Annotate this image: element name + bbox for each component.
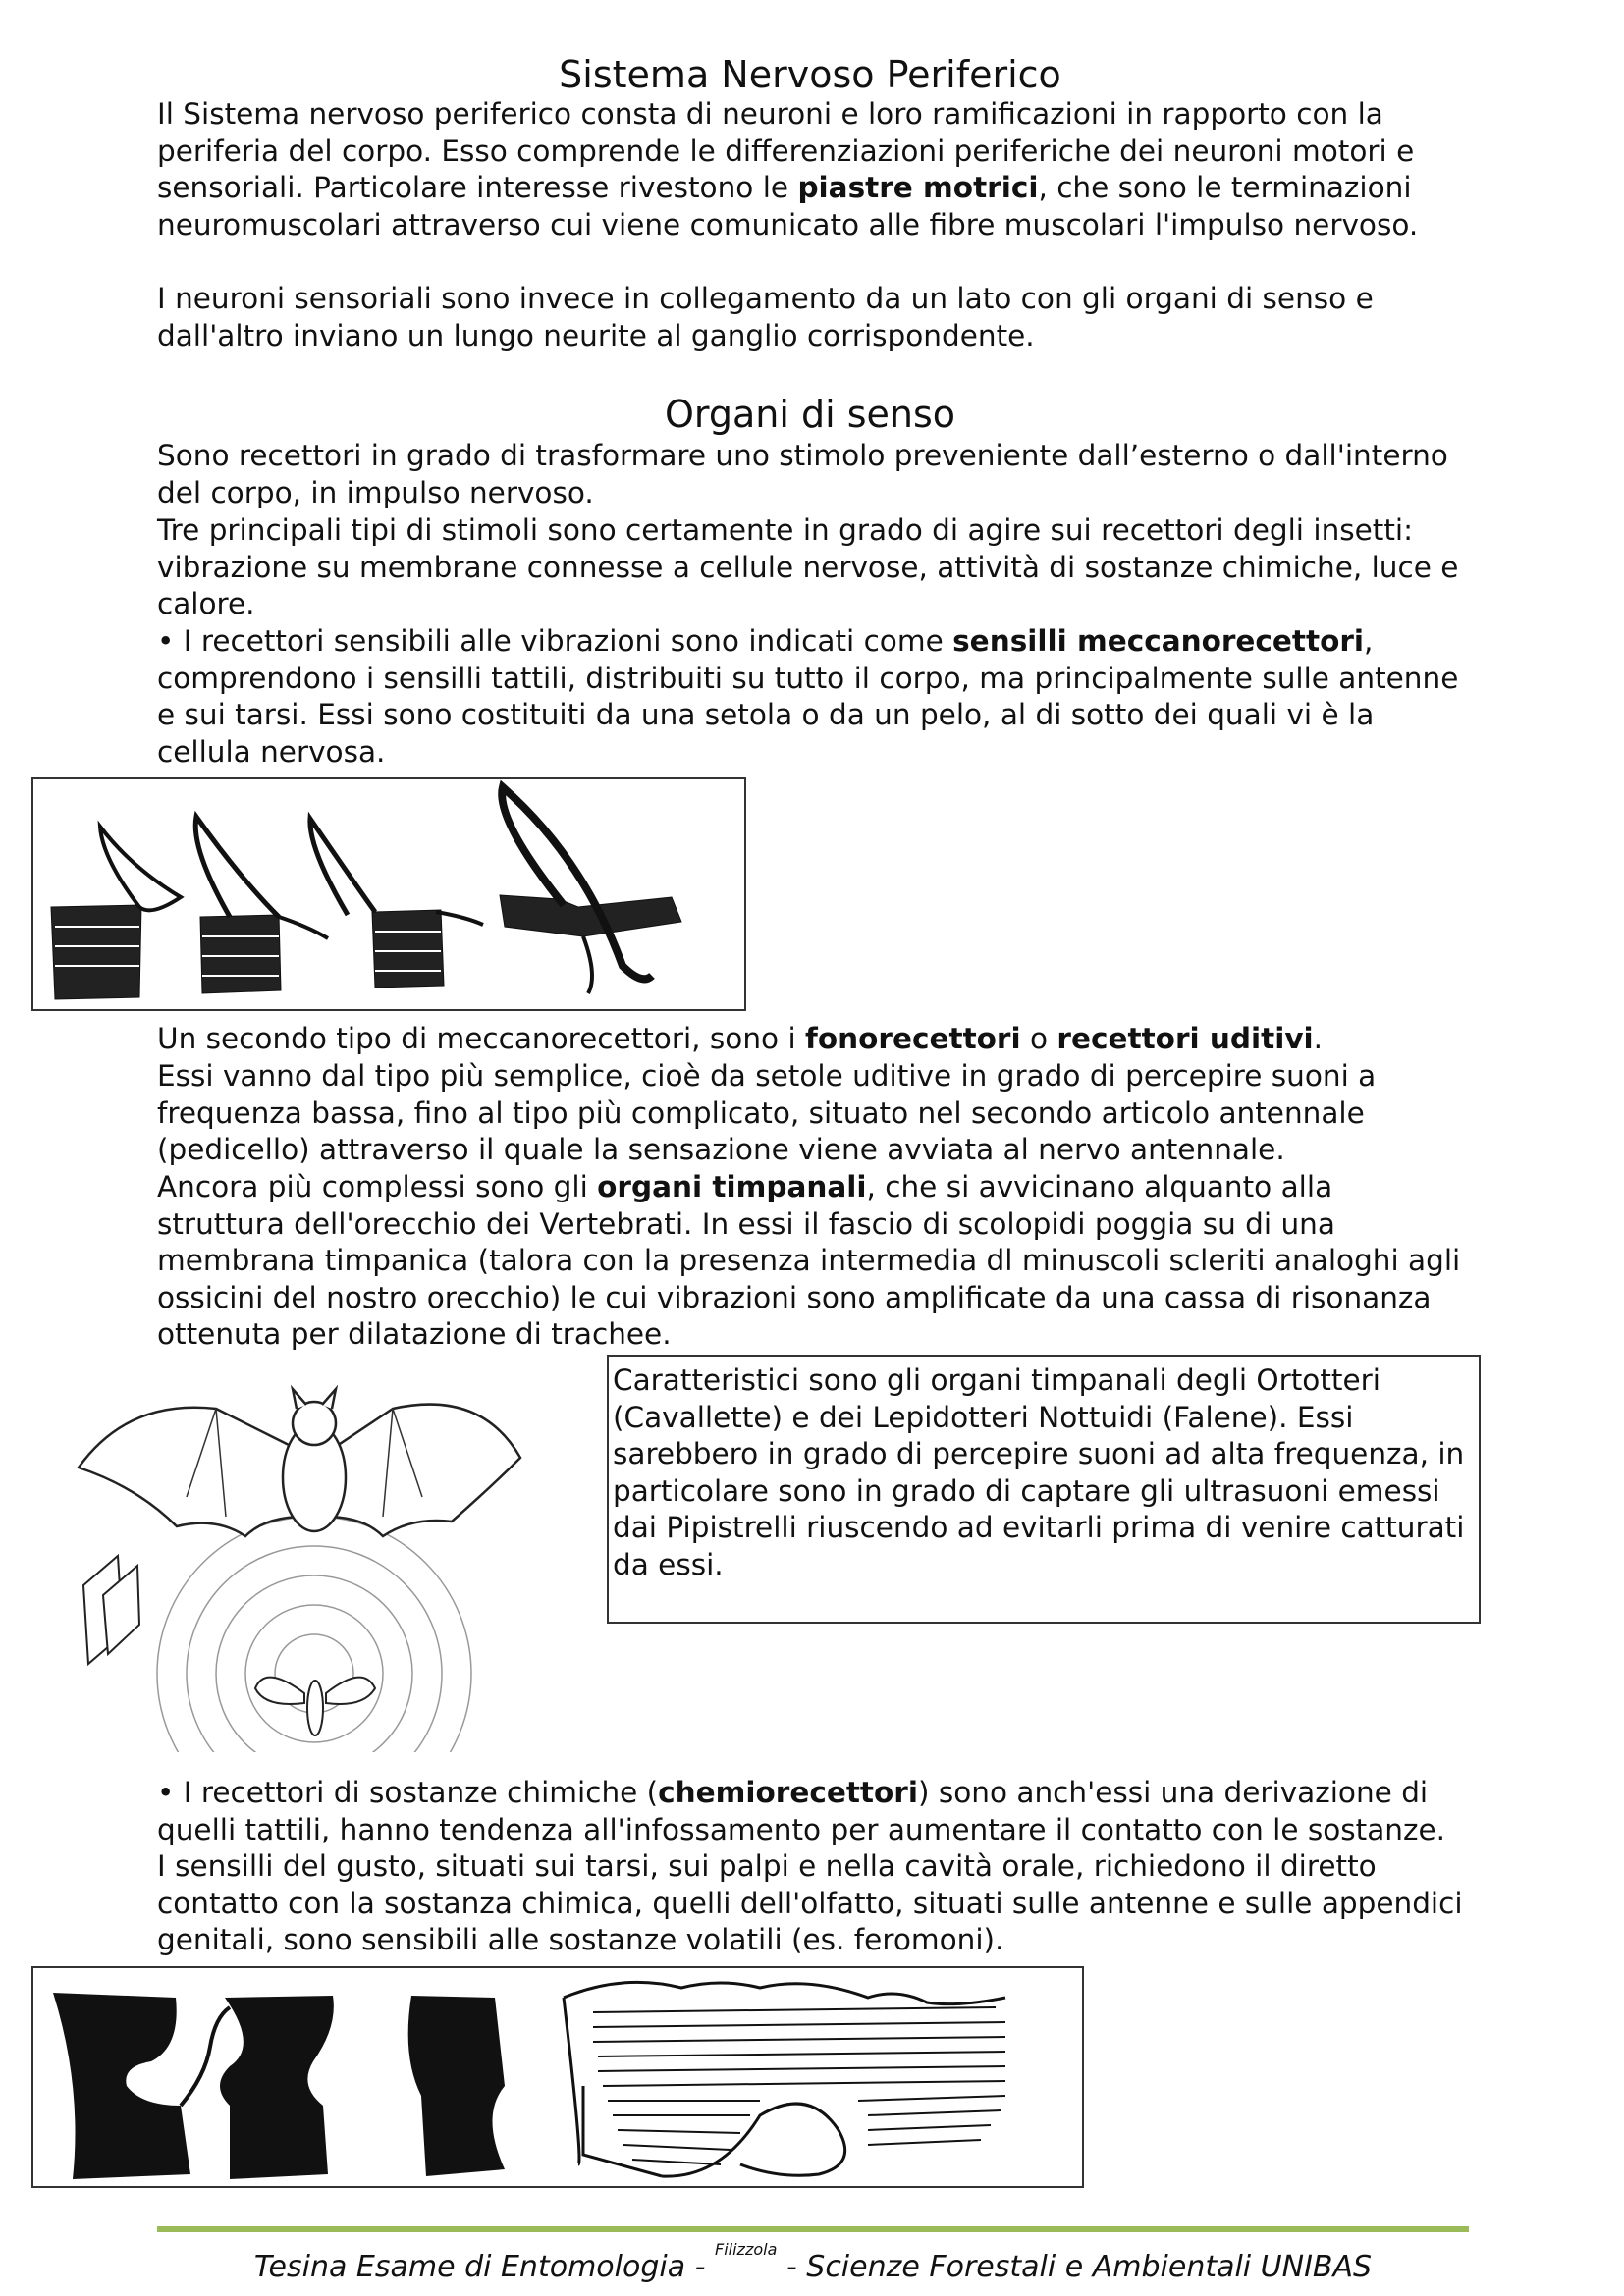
text-run: Il Sistema nervoso periferico consta di neuroni e loro ramificazioni in rapporto con la periferia del corpo. Esso comprende le differenziazioni periferiche dei neuroni motori e sensoriali. Particolare interesse rivestono le — [157, 97, 1415, 204]
figure-bat-moth — [69, 1369, 599, 1752]
paragraph-setole-uditive: Essi vanno dal tipo più semplice, cioè da setole uditive in grado di percepire suoni a frequenza bassa, fino al tipo più complicato, situato nel secondo articolo antennale (pedicello) attraverso il quale la sensazione viene avviata al nervo antennale. — [157, 1059, 1377, 1166]
paragraph-fonorecettori — [157, 1021, 1463, 1058]
paragraph-chemiorecettori — [157, 1775, 1463, 1959]
callout-text: Caratteristici sono gli organi timpanali degli Ortotteri (Cavallette) e dei Lepidotteri Nottuidi (Falene). Essi sarebbero in grado di percepire suoni ad alta frequenza, in particolare sono in grado di captare gli ultrasuoni emessi dai Pipistrelli riuscendo ad evitarli prima di venire catturati da essi. — [613, 1363, 1465, 1581]
text-run: ) sono anch'essi una derivazione di quelli tattili, hanno tendenza all'infossamento per aumentare il contatto con le sostanze. I sensilli del gusto, situati sui tarsi, sui palpi e nella cavità orale, richiedono il diretto contatto con la sostanza chimica, quelli dell'olfatto, situati sulle antenne e sulle appendici genitali, sono sensibili alle sostanze volatili (es. feromoni). — [157, 1776, 1463, 1956]
text-run: , comprendono i sensilli tattili, distribuiti su tutto il corpo, ma principalmente sulle antenne e sui tarsi. Essi sono costituiti da una setola o da un pelo, al di sotto dei quali vi è la cellula nervosa. — [157, 624, 1459, 769]
bold-term-chemiorecettori: chemiorecettori — [658, 1776, 918, 1809]
text-run: . — [1313, 1022, 1324, 1055]
text-run: Un secondo tipo di meccanorecettori, sono i — [157, 1022, 806, 1055]
text-run: • I recettori sensibili alle vibrazioni sono indicati come — [157, 624, 953, 658]
bat-moth-illustration — [69, 1369, 599, 1752]
text-run: o — [1020, 1022, 1057, 1055]
section-title-periferico: Sistema Nervoso Periferico — [559, 53, 1061, 96]
paragraph-organi-timpanali — [157, 1169, 1463, 1354]
bold-term-piastre-motrici: piastre motrici — [797, 171, 1039, 204]
paragraph-organi-1: Sono recettori in grado di trasformare uno stimolo preveniente dall’esterno o dall'interno del corpo, in impulso nervoso. — [157, 439, 1448, 509]
bold-term-organi-timpanali: organi timpanali — [597, 1170, 867, 1203]
paragraph-periferico-2: I neuroni sensoriali sono invece in collegamento da un lato con gli organi di senso e dall'altro inviano un lungo neurite al ganglio corrispondente. — [157, 282, 1374, 352]
bold-term-fonorecettori: fonorecettori — [805, 1022, 1021, 1055]
paragraph-meccanorecettori — [157, 623, 1463, 771]
text-run: , che sono le terminazioni neuromuscolari attraverso cui viene comunicato alle fibre muscolari l'impulso nervoso. — [157, 171, 1419, 241]
figure-mechanoreceptors — [31, 777, 746, 1011]
page-footer — [157, 2240, 1469, 2284]
footer-left: Tesina Esame di Entomologia - — [253, 2250, 715, 2284]
figure-chemoreceptors — [31, 1966, 1084, 2188]
sensilla-illustration — [33, 779, 744, 1009]
section-title-organi: Organi di senso — [664, 393, 956, 436]
footer-author: Filizzola — [715, 2240, 778, 2259]
paragraph-organi-2: Tre principali tipi di stimoli sono certamente in grado di agire sui recettori degli insetti: vibrazione su membrane connesse a cellule nervose, attività di sostanze chimiche, luce e calore. — [157, 513, 1459, 620]
paragraph-periferico-1 — [157, 96, 1463, 243]
footer-rule — [157, 2226, 1469, 2232]
footer-right: - Scienze Forestali e Ambientali UNIBAS — [777, 2250, 1373, 2284]
callout-box-timpanali — [607, 1355, 1481, 1624]
bold-term-sensilli: sensilli meccanorecettori — [952, 624, 1365, 658]
text-run: • I recettori di sostanze chimiche ( — [157, 1776, 659, 1809]
chemoreceptor-illustration — [33, 1968, 1082, 2186]
text-run: , che si avvicinano alquanto alla struttura dell'orecchio dei Vertebrati. In essi il fascio di scolopidi poggia su di una membrana timpanica (talora con la presenza intermedia dl minuscoli scleriti analoghi agli ossicini del nostro orecchio) le cui vibrazioni sono amplificate da una cassa di risonanza ottenuta per dilatazione di trachee. — [157, 1170, 1461, 1351]
bold-term-recettori-uditivi: recettori uditivi — [1056, 1022, 1314, 1055]
text-run: Ancora più complessi sono gli — [157, 1170, 598, 1203]
